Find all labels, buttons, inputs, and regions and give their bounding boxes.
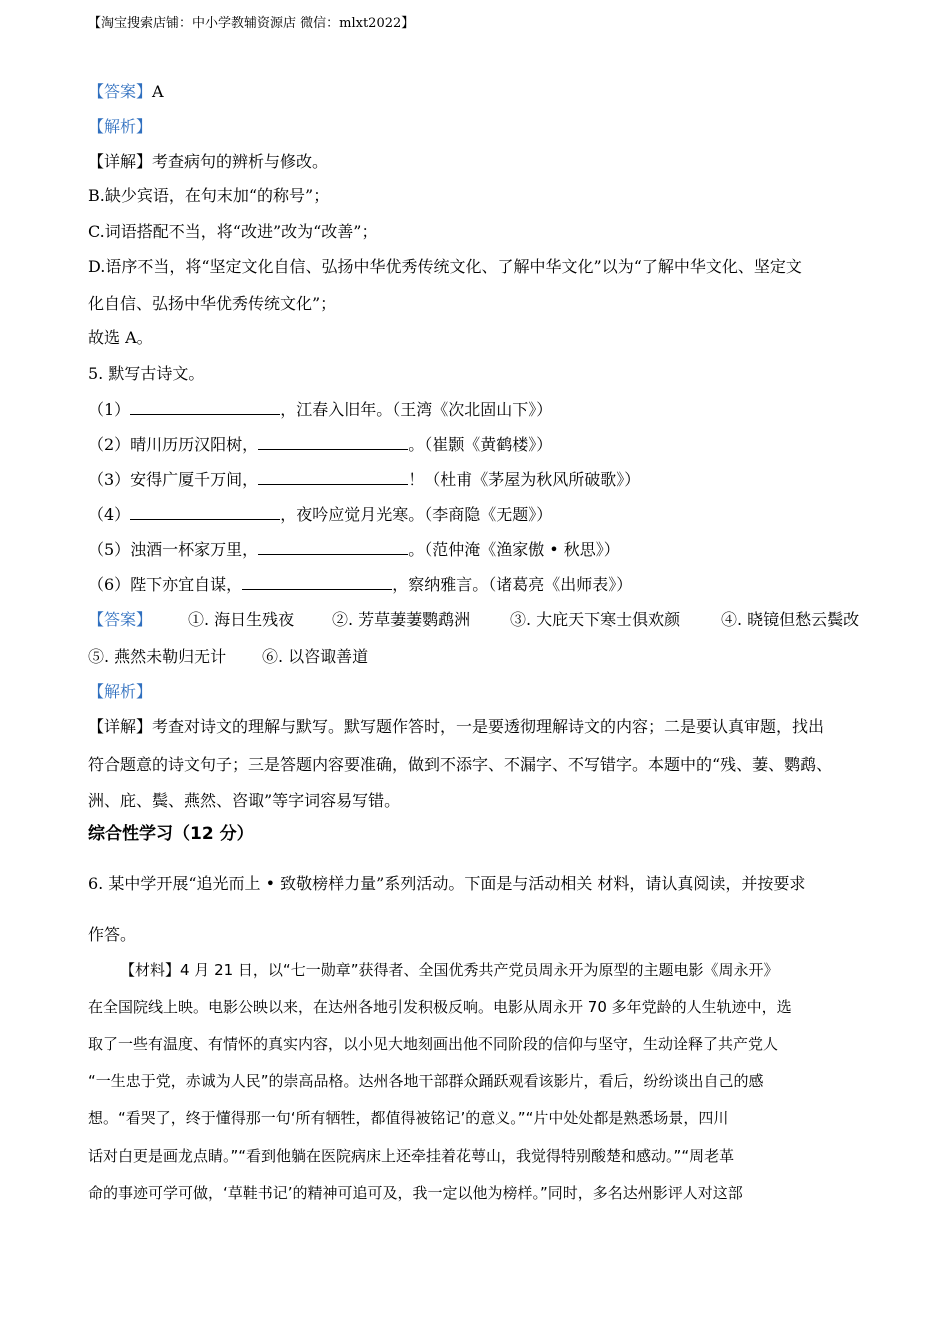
material-line: 想。“看哭了，终于懂得那一句‘所有牺牲，都值得被铭记’的意义。”“片中处处都是熟悉场景，四川 [88, 1109, 729, 1127]
item-prefix: （2）晴川历历汉阳树， [88, 435, 259, 454]
q5-answer-5: ⑤. 燕然未勒归无计 [88, 647, 227, 666]
q6-intro-line2: 作答。 [88, 925, 137, 944]
q4-option-c: C.词语搭配不当，将“改进”改为“改善”； [88, 222, 378, 241]
material-line: 在全国院线上映。电影公映以来，在达州各地引发积极反响。电影从周永开 70 多年党龄的人生轨迹中，选 [88, 998, 792, 1016]
material-line: 命的事迹可学可做，‘草鞋书记’的精神可追可及，我一定以他为榜样。”同时，多名达州影评人对这部 [88, 1184, 743, 1202]
fill-blank [258, 539, 408, 555]
item-suffix: ，夜吟应觉月光寒。（李商隐《无题》） [280, 505, 553, 524]
q5-detail-line2: 符合题意的诗文句子；三是答题内容要准确，做到不添字、不漏字、不写错字。本题中的“残、萋、鹦鹉、 [88, 755, 833, 774]
q5-answer-3: ③. 大庇天下寒士俱欢颜 [510, 610, 681, 629]
material-line: 话对白更是画龙点睛。”“看到他躺在医院病床上还牵挂着花萼山，我觉得特别酸楚和感动。”“周老革 [88, 1147, 735, 1165]
q4-analysis-label: 【解析】 [88, 117, 153, 136]
fill-blank [130, 399, 280, 415]
item-suffix: ，江春入旧年。（王湾《次北固山下》） [280, 400, 553, 419]
q5-title: 5. 默写古诗文。 [88, 364, 205, 383]
fill-blank [258, 434, 408, 450]
item-prefix: （6）陛下亦宜自谋， [88, 575, 243, 594]
material-line: 【材料】4 月 21 日，以“七一勋章”获得者、全国优秀共产党员周永开为原型的主题电影《周永开》 [120, 961, 779, 979]
material-line: “一生忠于党，赤诚为人民”的崇高品格。达州各地干部群众踊跃观看该影片，看后，纷纷谈出自己的感 [88, 1072, 764, 1090]
q5-answer-2: ②. 芳草萋萋鹦鹉洲 [332, 610, 471, 629]
q5-item [88, 399, 552, 420]
answer-label: 【答案】 [88, 82, 153, 101]
item-suffix: 。（范仲淹《渔家傲 • 秋思》） [408, 540, 620, 559]
q4-option-b: B.缺少宾语，在句末加“的称号”； [88, 186, 330, 205]
q5-item [88, 574, 632, 595]
q5-analysis-label: 【解析】 [88, 682, 153, 701]
material-line: 取了一些有温度、有情怀的真实内容，以小见大地刻画出他不同阶段的信仰与坚守，生动诠释了共产党人 [88, 1035, 779, 1053]
q6-intro-line1: 6. 某中学开展“追光而上 • 致敬榜样力量”系列活动。下面是与活动相关 材料，请认真阅读，并按要求 [88, 874, 806, 893]
q5-item [88, 539, 620, 560]
section-title: 综合性学习（12 分） [88, 824, 254, 844]
fill-blank [130, 504, 280, 520]
page-header: 【淘宝搜索店铺：中小学教辅资源店 微信：mlxt2022】 [88, 16, 415, 31]
item-suffix: ，察纳雅言。（诸葛亮《出师表》） [392, 575, 633, 594]
q4-answer [88, 82, 164, 102]
q5-answer-1: ①. 海日生残夜 [188, 610, 295, 629]
q5-item [88, 469, 640, 490]
q5-item [88, 504, 552, 525]
q5-answer-label: 【答案】 [88, 610, 153, 629]
q5-detail-line3: 洲、庇、鬓、燕然、咨诹”等字词容易写错。 [88, 791, 401, 810]
item-suffix: ！（杜甫《茅屋为秋风所破歌》） [408, 470, 641, 489]
item-prefix: （4） [88, 505, 131, 524]
q5-detail-line1: 【详解】考查对诗文的理解与默写。默写题作答时，一是要透彻理解诗文的内容；二是要认真审题，找出 [88, 717, 825, 736]
q4-conclusion: 故选 A。 [88, 328, 153, 347]
q4-option-d-line1: D.语序不当，将“坚定文化自信、弘扬中华优秀传统文化、了解中华文化”以为“了解中华文化、坚定文 [88, 257, 802, 276]
item-prefix: （3）安得广厦千万间， [88, 470, 259, 489]
fill-blank [242, 574, 392, 590]
fill-blank [258, 469, 408, 485]
q4-detail: 【详解】考查病句的辨析与修改。 [88, 152, 329, 171]
q4-option-d-line2: 化自信、弘扬中华优秀传统文化”； [88, 294, 337, 313]
q5-item [88, 434, 552, 455]
q5-answer-4: ④. 晓镜但愁云鬓改 [721, 610, 860, 629]
item-prefix: （1） [88, 400, 131, 419]
q5-answer-6: ⑥. 以咨诹善道 [262, 647, 369, 666]
item-prefix: （5）浊酒一杯家万里， [88, 540, 259, 559]
item-suffix: 。（崔颢《黄鹤楼》） [408, 435, 553, 454]
answer-value: A [152, 82, 164, 101]
